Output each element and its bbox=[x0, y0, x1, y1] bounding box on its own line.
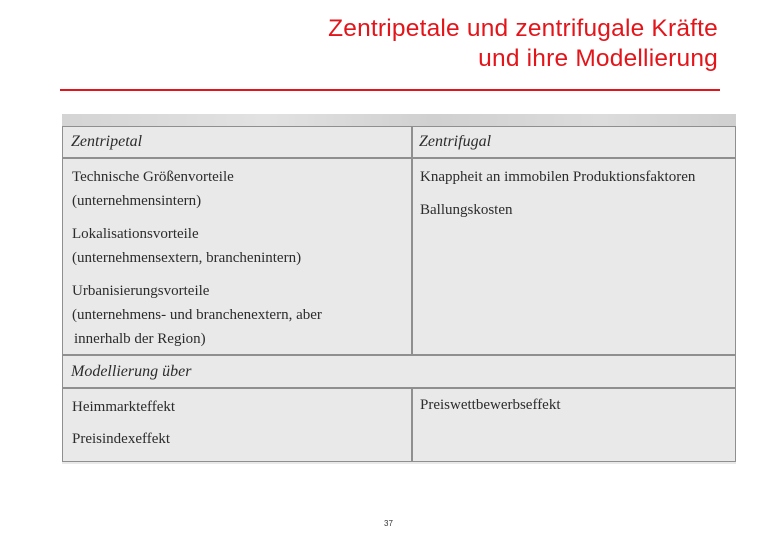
column-divider-bottom bbox=[411, 387, 413, 461]
slide-title-line-1: Zentripetale und zentrifugale Kräfte bbox=[328, 15, 718, 42]
forces-table bbox=[62, 126, 736, 462]
slide-title bbox=[78, 14, 718, 74]
section2-left-item: Preisindexeffekt bbox=[72, 431, 171, 447]
section2-right-item: Preiswettbewerbseffekt bbox=[420, 397, 561, 413]
left-item: Technische Größenvorteile bbox=[72, 169, 234, 185]
header-zentripetal: Zentripetal bbox=[71, 133, 143, 150]
left-item: (unternehmensextern, branchenintern) bbox=[72, 250, 302, 266]
left-item: Urbanisierungsvorteile bbox=[72, 283, 210, 299]
left-item: (unternehmensintern) bbox=[72, 193, 202, 209]
header-zentrifugal: Zentrifugal bbox=[419, 133, 492, 150]
header-row-divider bbox=[63, 157, 735, 159]
section2-left-item: Heimmarkteffekt bbox=[72, 399, 176, 415]
right-item: Ballungskosten bbox=[420, 202, 513, 218]
slide-title-line-2: und ihre Modellierung bbox=[478, 45, 718, 72]
right-item: Knappheit an immobilen Produktionsfaktoren bbox=[420, 169, 696, 185]
left-item: innerhalb der Region) bbox=[74, 331, 206, 347]
scanned-table-image bbox=[62, 114, 736, 464]
section2-header: Modellierung über bbox=[71, 363, 192, 380]
title-underline bbox=[60, 89, 720, 91]
left-item: (unternehmens- und branchenextern, aber bbox=[72, 307, 322, 323]
section2-header-divider bbox=[63, 387, 735, 389]
column-divider-top bbox=[411, 127, 413, 355]
left-item: Lokalisationsvorteile bbox=[72, 226, 199, 242]
page-number: 37 bbox=[384, 519, 393, 528]
scan-artifact-strip bbox=[62, 114, 736, 126]
section-divider bbox=[63, 354, 735, 356]
